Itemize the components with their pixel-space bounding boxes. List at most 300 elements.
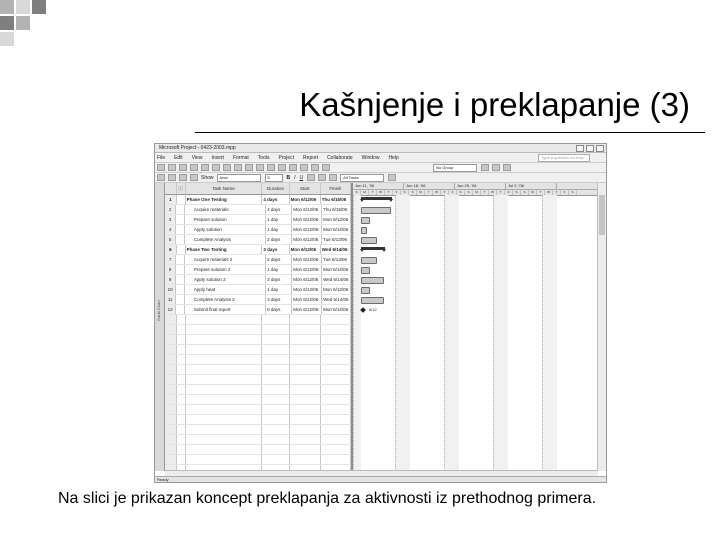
task-indicator[interactable]: [176, 275, 185, 284]
task-bar[interactable]: [361, 227, 367, 234]
timescale-major: [353, 183, 598, 190]
task-start[interactable]: Mon 6/12/06: [292, 265, 322, 274]
milestone-label: 6/12: [369, 307, 377, 312]
preview-icon[interactable]: [201, 164, 209, 171]
task-duration[interactable]: [262, 355, 289, 364]
task-row[interactable]: [165, 315, 351, 325]
task-name[interactable]: Phase One Testing: [186, 195, 263, 204]
task-start[interactable]: Mon 6/12/06: [292, 255, 322, 264]
task-name[interactable]: Apply solution 2: [185, 275, 266, 284]
task-row[interactable]: [165, 375, 351, 385]
task-indicator[interactable]: [177, 335, 186, 344]
task-bar[interactable]: [361, 277, 384, 284]
menu-format[interactable]: Format: [232, 154, 249, 161]
task-row[interactable]: [165, 265, 351, 275]
task-finish[interactable]: Wed 6/14/06: [322, 275, 351, 284]
task-id[interactable]: 9: [165, 275, 176, 284]
timescale-day: T: [441, 190, 449, 195]
task-row[interactable]: [165, 225, 351, 235]
outdent-icon[interactable]: [157, 174, 165, 181]
task-id[interactable]: 11: [165, 295, 176, 304]
gantt-bars-area[interactable]: [353, 195, 598, 471]
task-start[interactable]: [290, 435, 321, 444]
task-duration[interactable]: [262, 455, 289, 464]
menu-insert[interactable]: Insert: [211, 154, 224, 161]
task-indicator[interactable]: [177, 385, 186, 394]
task-finish[interactable]: Tue 6/13/06: [322, 255, 351, 264]
task-finish[interactable]: Wed 6/14/06: [322, 295, 351, 304]
task-id[interactable]: 10: [165, 285, 176, 294]
italic-button[interactable]: I: [294, 174, 296, 181]
task-id[interactable]: [165, 415, 177, 424]
bold-button[interactable]: B: [286, 174, 291, 181]
timescale-week: Jun 18, '06: [404, 183, 455, 189]
zoom-in-icon[interactable]: [481, 164, 489, 171]
task-id[interactable]: 1: [165, 195, 177, 204]
task-duration[interactable]: 1 day: [266, 265, 292, 274]
task-id[interactable]: [165, 455, 177, 464]
task-id[interactable]: 8: [165, 265, 176, 274]
deco-square: [16, 16, 30, 30]
task-name[interactable]: [186, 415, 263, 424]
task-id[interactable]: [165, 335, 177, 344]
task-indicator[interactable]: [177, 195, 186, 204]
task-duration[interactable]: 3 days: [266, 295, 292, 304]
timescale-week: Jul 2, '06: [506, 183, 557, 189]
task-indicator[interactable]: [176, 225, 185, 234]
task-row[interactable]: [165, 415, 351, 425]
task-duration[interactable]: [262, 445, 289, 454]
task-finish[interactable]: Mon 6/12/06: [322, 215, 351, 224]
task-sheet: [165, 183, 351, 471]
task-start[interactable]: Mon 6/12/06: [292, 305, 322, 314]
task-start[interactable]: Mon 6/12/06: [292, 215, 322, 224]
view-bar[interactable]: [155, 183, 165, 471]
task-duration[interactable]: 1 day: [266, 215, 292, 224]
timescale-day: F: [505, 190, 513, 195]
task-duration[interactable]: 4 days: [262, 195, 289, 204]
task-row[interactable]: [165, 365, 351, 375]
minus-icon[interactable]: [190, 174, 198, 181]
task-indicator[interactable]: [176, 265, 185, 274]
task-finish[interactable]: Mon 6/12/06: [322, 225, 351, 234]
unlink-tasks-icon[interactable]: [278, 164, 286, 171]
autofilter-icon[interactable]: [388, 174, 396, 181]
task-finish[interactable]: [321, 325, 351, 334]
task-finish[interactable]: [321, 385, 351, 394]
align-center-icon[interactable]: [318, 174, 326, 181]
minimize-icon[interactable]: [576, 145, 584, 152]
task-indicator[interactable]: [177, 325, 186, 334]
task-row[interactable]: [165, 245, 351, 255]
menu-report[interactable]: Report: [303, 154, 319, 161]
task-start[interactable]: [290, 425, 321, 434]
task-start[interactable]: [290, 385, 321, 394]
task-start[interactable]: [290, 325, 321, 334]
menu-view[interactable]: View: [191, 154, 203, 161]
task-finish[interactable]: Mon 6/12/06: [322, 285, 351, 294]
timescale-day: T: [385, 190, 393, 195]
task-name[interactable]: [186, 445, 263, 454]
slide-caption: Na slici je prikazan koncept preklapanja za aktivnosti iz prethodnog primera.: [58, 490, 597, 507]
task-bar[interactable]: [361, 217, 370, 224]
timescale-day: F: [393, 190, 401, 195]
task-start[interactable]: [290, 395, 321, 404]
task-duration[interactable]: [262, 425, 289, 434]
timescale-day: W: [489, 190, 497, 195]
menu-collaborate[interactable]: Collaborate: [327, 154, 353, 161]
task-id[interactable]: [165, 385, 177, 394]
task-indicator[interactable]: [177, 445, 186, 454]
task-name[interactable]: [186, 375, 263, 384]
show-label[interactable]: Show: [201, 174, 214, 181]
print-icon[interactable]: [190, 164, 198, 171]
scroll-thumb[interactable]: [599, 195, 605, 235]
plus-icon[interactable]: [179, 174, 187, 181]
task-finish[interactable]: [321, 345, 351, 354]
task-start[interactable]: [290, 345, 321, 354]
align-right-icon[interactable]: [329, 174, 337, 181]
summary-bar[interactable]: [361, 247, 385, 250]
task-duration[interactable]: [262, 315, 289, 324]
task-id[interactable]: [165, 365, 177, 374]
task-info-icon[interactable]: [300, 164, 308, 171]
copy-icon[interactable]: [234, 164, 242, 171]
vertical-scrollbar[interactable]: [597, 183, 606, 471]
timescale-day: T: [481, 190, 489, 195]
task-finish[interactable]: [321, 435, 351, 444]
task-id[interactable]: [165, 355, 177, 364]
summary-bar[interactable]: [361, 197, 392, 200]
indent-icon[interactable]: [168, 174, 176, 181]
task-row[interactable]: [165, 215, 351, 225]
new-icon[interactable]: [157, 164, 165, 171]
task-name[interactable]: [186, 365, 263, 374]
timescale-day: S: [353, 190, 361, 195]
task-row[interactable]: [165, 235, 351, 245]
task-name[interactable]: Apply solution: [185, 225, 266, 234]
font-select[interactable]: Arial: [217, 174, 261, 182]
task-row[interactable]: [165, 195, 351, 205]
status-bar: Ready: [155, 476, 606, 482]
col-select-all[interactable]: [165, 183, 177, 194]
timescale-day: S: [401, 190, 409, 195]
task-name[interactable]: Acquire materials: [185, 205, 266, 214]
task-duration[interactable]: [262, 335, 289, 344]
task-name[interactable]: Acquire materials 2: [185, 255, 266, 264]
task-duration[interactable]: 1 day: [266, 225, 292, 234]
task-row[interactable]: [165, 305, 351, 315]
task-row[interactable]: [165, 205, 351, 215]
task-row[interactable]: [165, 445, 351, 455]
close-icon[interactable]: [596, 145, 604, 152]
task-duration[interactable]: [262, 385, 289, 394]
task-duration[interactable]: 1 day: [266, 285, 292, 294]
nonworking-time: [395, 195, 410, 471]
gantt-chart: [353, 183, 598, 471]
group-select[interactable]: No Group: [433, 164, 477, 172]
save-icon[interactable]: [179, 164, 187, 171]
task-row[interactable]: [165, 325, 351, 335]
milestone-diamond[interactable]: [360, 307, 366, 313]
task-indicator[interactable]: [176, 295, 185, 304]
task-bar[interactable]: [361, 287, 370, 294]
task-bar[interactable]: [361, 267, 370, 274]
task-row[interactable]: [165, 395, 351, 405]
task-start[interactable]: Mon 6/12/06: [292, 275, 322, 284]
task-name[interactable]: [186, 355, 263, 364]
assign-resources-icon[interactable]: [322, 164, 330, 171]
timescale-day: F: [449, 190, 457, 195]
menu-project[interactable]: Project: [278, 154, 295, 161]
task-indicator[interactable]: [177, 315, 186, 324]
task-name[interactable]: [186, 425, 263, 434]
filter-select[interactable]: All Tasks: [340, 174, 384, 182]
task-finish[interactable]: [321, 335, 351, 344]
timescale-day: M: [473, 190, 481, 195]
deco-square: [0, 16, 14, 30]
task-start[interactable]: [290, 405, 321, 414]
task-row[interactable]: [165, 255, 351, 265]
task-start[interactable]: [290, 365, 321, 374]
task-id[interactable]: 5: [165, 235, 176, 244]
task-indicator[interactable]: [177, 365, 186, 374]
spelling-icon[interactable]: [212, 164, 220, 171]
task-finish[interactable]: [321, 405, 351, 414]
task-duration[interactable]: [262, 415, 289, 424]
align-left-icon[interactable]: [307, 174, 315, 181]
menu-window[interactable]: Window: [361, 154, 380, 161]
task-duration[interactable]: 0 days: [266, 305, 292, 314]
task-start[interactable]: Mon 6/12/06: [292, 225, 322, 234]
task-duration[interactable]: 3 days: [262, 245, 289, 254]
timescale-day: W: [433, 190, 441, 195]
maximize-icon[interactable]: [586, 145, 594, 152]
timescale-day: S: [521, 190, 529, 195]
task-start[interactable]: [290, 455, 321, 464]
corner-decoration: [0, 0, 60, 50]
slide-title: Kašnjenje i preklapanje (3): [299, 86, 690, 123]
timescale-day: S: [457, 190, 465, 195]
task-duration[interactable]: [262, 325, 289, 334]
task-row[interactable]: [165, 295, 351, 305]
task-finish[interactable]: Mon 6/12/06: [322, 265, 351, 274]
task-row[interactable]: [165, 275, 351, 285]
task-id[interactable]: 3: [165, 215, 176, 224]
underline-button[interactable]: U: [299, 174, 304, 181]
menu-edit[interactable]: Edit: [174, 154, 183, 161]
task-id[interactable]: [165, 345, 177, 354]
task-start[interactable]: Mon 6/12/06: [292, 295, 322, 304]
col-task-name[interactable]: Task Name: [186, 183, 263, 194]
task-row[interactable]: [165, 355, 351, 365]
task-finish[interactable]: Wed 6/14/06: [321, 245, 351, 254]
task-bar[interactable]: [361, 297, 384, 304]
task-bar[interactable]: [361, 207, 391, 214]
task-indicator[interactable]: [176, 255, 185, 264]
task-name[interactable]: [186, 325, 263, 334]
task-indicator[interactable]: [176, 215, 185, 224]
task-duration[interactable]: [262, 395, 289, 404]
task-finish[interactable]: [321, 425, 351, 434]
task-start[interactable]: [290, 415, 321, 424]
task-name[interactable]: Complete Analysis 2: [185, 295, 266, 304]
task-name[interactable]: Prepare solution 2: [185, 265, 266, 274]
task-finish[interactable]: [321, 375, 351, 384]
title-underline: [195, 132, 705, 133]
task-name[interactable]: [186, 345, 263, 354]
task-duration[interactable]: [262, 365, 289, 374]
menu-tools[interactable]: Tools: [257, 154, 270, 161]
task-id[interactable]: [165, 325, 177, 334]
task-row[interactable]: [165, 335, 351, 345]
task-finish[interactable]: Thu 6/15/06: [321, 195, 351, 204]
task-id[interactable]: 12: [165, 305, 176, 314]
task-id[interactable]: [165, 435, 177, 444]
task-finish[interactable]: [321, 415, 351, 424]
open-icon[interactable]: [168, 164, 176, 171]
task-name[interactable]: [186, 335, 263, 344]
task-start[interactable]: Mon 6/12/06: [290, 195, 321, 204]
task-name[interactable]: [186, 315, 263, 324]
task-indicator[interactable]: [177, 395, 186, 404]
task-indicator[interactable]: [177, 375, 186, 384]
task-finish[interactable]: [321, 355, 351, 364]
col-indicators-icon[interactable]: ⓘ: [177, 183, 186, 194]
undo-icon[interactable]: [256, 164, 264, 171]
task-indicator[interactable]: [177, 415, 186, 424]
task-finish[interactable]: Thu 6/15/06: [322, 205, 351, 214]
task-finish[interactable]: Mon 6/12/06: [322, 305, 351, 314]
timescale-day: T: [425, 190, 433, 195]
task-duration[interactable]: [262, 405, 289, 414]
timescale-day: S: [569, 190, 577, 195]
task-start[interactable]: Mon 6/12/06: [290, 245, 321, 254]
timescale-day: T: [497, 190, 505, 195]
task-duration[interactable]: 3 days: [266, 275, 292, 284]
task-name[interactable]: Submit final report: [185, 305, 266, 314]
task-finish[interactable]: [321, 315, 351, 324]
view-bar-label: Gantt Chart: [156, 300, 161, 321]
notes-icon[interactable]: [311, 164, 319, 171]
task-finish[interactable]: [321, 455, 351, 464]
task-id[interactable]: [165, 425, 177, 434]
task-indicator[interactable]: [177, 425, 186, 434]
task-id[interactable]: 4: [165, 225, 176, 234]
formatting-toolbar: [155, 173, 606, 183]
task-row[interactable]: [165, 455, 351, 465]
task-indicator[interactable]: [177, 245, 186, 254]
task-finish[interactable]: [321, 365, 351, 374]
task-row[interactable]: [165, 285, 351, 295]
help-question-box[interactable]: Type a question for help: [538, 154, 590, 162]
menu-bar: [155, 153, 606, 163]
task-duration[interactable]: [262, 375, 289, 384]
link-tasks-icon[interactable]: [267, 164, 275, 171]
task-finish[interactable]: Tue 6/13/06: [322, 235, 351, 244]
task-start[interactable]: [290, 355, 321, 364]
col-duration[interactable]: Duration: [262, 183, 289, 194]
task-bar[interactable]: [361, 257, 377, 264]
task-start[interactable]: [290, 375, 321, 384]
split-task-icon[interactable]: [289, 164, 297, 171]
task-row[interactable]: [165, 385, 351, 395]
task-name[interactable]: Prepare solution: [185, 215, 266, 224]
task-id[interactable]: [165, 445, 177, 454]
task-id[interactable]: [165, 315, 177, 324]
task-id[interactable]: 6: [165, 245, 177, 254]
task-duration[interactable]: 4 days: [266, 205, 292, 214]
deco-square: [16, 0, 30, 14]
task-id[interactable]: 7: [165, 255, 176, 264]
task-indicator[interactable]: [177, 435, 186, 444]
nonworking-time: [493, 195, 508, 471]
task-start[interactable]: Mon 6/12/06: [292, 205, 322, 214]
task-row[interactable]: [165, 345, 351, 355]
task-id[interactable]: 2: [165, 205, 176, 214]
task-row[interactable]: [165, 435, 351, 445]
task-start[interactable]: [290, 335, 321, 344]
task-name[interactable]: Apply heat: [185, 285, 266, 294]
task-duration[interactable]: 2 days: [266, 255, 292, 264]
col-start[interactable]: Start: [290, 183, 321, 194]
standard-toolbar: [155, 163, 606, 173]
task-indicator[interactable]: [176, 205, 185, 214]
task-name[interactable]: [186, 405, 263, 414]
goto-task-icon[interactable]: [503, 164, 511, 171]
task-id[interactable]: [165, 395, 177, 404]
timescale-day: W: [545, 190, 553, 195]
font-size-select[interactable]: 8: [265, 174, 283, 182]
menu-file[interactable]: File: [157, 154, 166, 161]
task-indicator[interactable]: [176, 235, 185, 244]
task-indicator[interactable]: [176, 285, 185, 294]
task-indicator[interactable]: [176, 305, 185, 314]
nonworking-time: [353, 195, 361, 471]
task-finish[interactable]: [321, 395, 351, 404]
task-duration[interactable]: [262, 435, 289, 444]
task-finish[interactable]: [321, 445, 351, 454]
zoom-out-icon[interactable]: [492, 164, 500, 171]
task-bar[interactable]: [361, 237, 377, 244]
task-indicator[interactable]: [177, 355, 186, 364]
task-name[interactable]: [186, 435, 263, 444]
cut-icon[interactable]: [223, 164, 231, 171]
task-row[interactable]: [165, 405, 351, 415]
col-finish[interactable]: Finish: [321, 183, 351, 194]
task-id[interactable]: [165, 405, 177, 414]
paste-icon[interactable]: [245, 164, 253, 171]
task-id[interactable]: [165, 375, 177, 384]
task-indicator[interactable]: [177, 455, 186, 464]
task-duration[interactable]: [262, 345, 289, 354]
task-indicator[interactable]: [177, 405, 186, 414]
menu-help[interactable]: Help: [388, 154, 399, 161]
task-name[interactable]: [186, 385, 263, 394]
task-start[interactable]: Mon 6/12/06: [292, 285, 322, 294]
task-start[interactable]: [290, 445, 321, 454]
timescale-week: Jun 11, '06: [353, 183, 404, 189]
task-row[interactable]: [165, 425, 351, 435]
task-start[interactable]: Mon 6/12/06: [292, 235, 322, 244]
task-indicator[interactable]: [177, 345, 186, 354]
task-duration[interactable]: 2 days: [266, 235, 292, 244]
task-name[interactable]: Phase Two Testing: [186, 245, 263, 254]
task-start[interactable]: [290, 315, 321, 324]
task-name[interactable]: [186, 395, 263, 404]
task-name[interactable]: [186, 455, 263, 464]
task-name[interactable]: Complete Analysis: [185, 235, 266, 244]
